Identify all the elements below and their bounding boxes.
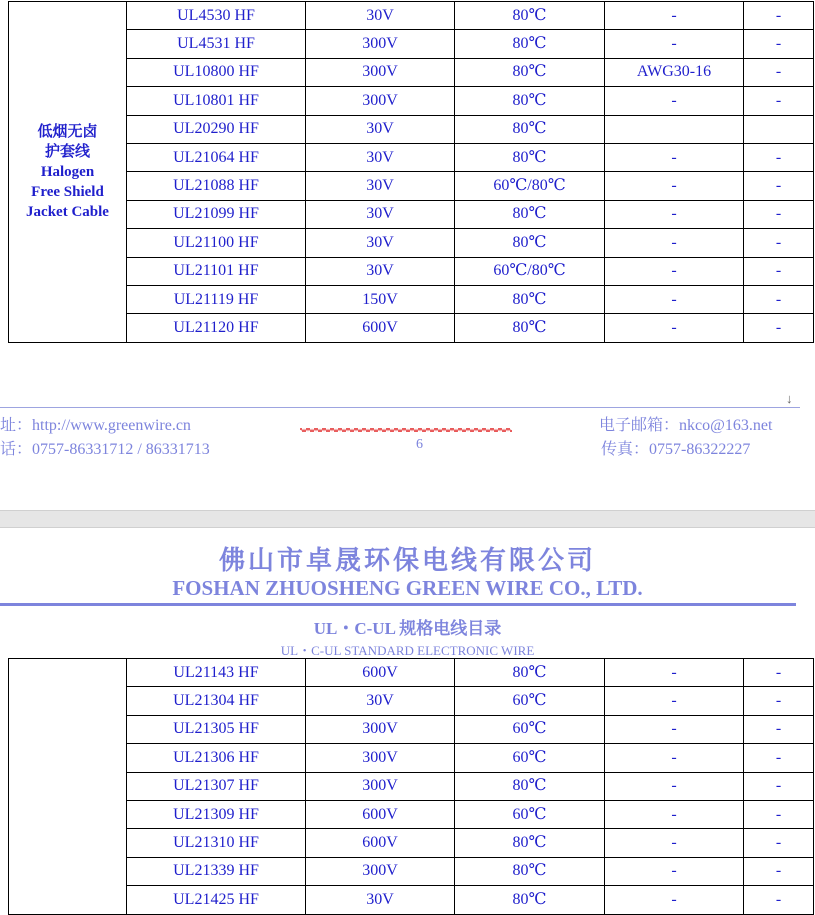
temperature-cell: 80℃ [455,200,605,228]
gauge-cell [605,115,744,143]
temperature-cell: 60℃ [455,800,605,828]
model-cell: UL21143 HF [127,659,306,687]
extra-cell: - [744,659,814,687]
voltage-cell: 30V [306,172,455,200]
extra-cell: - [744,886,814,914]
temperature-cell: 60℃ [455,687,605,715]
extra-cell: - [744,285,814,313]
category-label: 护套线 [44,143,90,160]
footer-email: 电子邮箱：nkco@163.net [599,417,773,434]
table-row [9,659,814,687]
extra-cell: - [744,172,814,200]
temperature-cell: 60℃ [455,744,605,772]
gauge-cell: - [605,857,744,885]
category-label: Jacket Cable [26,203,109,220]
model-cell: UL20290 HF [127,115,306,143]
temperature-cell: 60℃/80℃ [455,257,605,285]
model-cell: UL10801 HF [127,87,306,115]
gauge-cell: - [605,314,744,342]
spellcheck-squiggle [300,426,512,434]
table-row [9,857,814,885]
spec-table-bottom [8,658,814,915]
paragraph-mark: ↓ [786,391,793,406]
extra-cell: - [744,687,814,715]
temperature-cell: 80℃ [455,115,605,143]
model-cell: UL4531 HF [127,30,306,58]
temperature-cell: 80℃ [455,314,605,342]
extra-cell: - [744,744,814,772]
category-label: 低烟无卤 [37,123,98,140]
category-label: Free Shield [31,183,104,200]
category-cell [9,2,127,343]
gauge-cell: - [605,30,744,58]
table-row [9,285,814,313]
model-cell: UL21088 HF [127,172,306,200]
model-cell: UL21339 HF [127,857,306,885]
extra-cell: - [744,257,814,285]
voltage-cell: 30V [306,143,455,171]
table-row [9,229,814,257]
voltage-cell: 300V [306,857,455,885]
voltage-cell: 30V [306,257,455,285]
model-cell: UL21306 HF [127,744,306,772]
table-row [9,30,814,58]
voltage-cell: 600V [306,829,455,857]
company-name-cn: 佛山市卓晟环保电线有限公司 [218,546,596,575]
temperature-cell: 80℃ [455,772,605,800]
temperature-cell: 80℃ [455,229,605,257]
table-row [9,314,814,342]
extra-cell: - [744,772,814,800]
voltage-cell: 30V [306,2,455,30]
voltage-cell: 600V [306,800,455,828]
gauge-cell: AWG30-16 [605,58,744,86]
extra-cell: - [744,87,814,115]
voltage-cell: 30V [306,687,455,715]
voltage-cell: 30V [306,115,455,143]
category-cell [9,659,127,915]
extra-cell: - [744,829,814,857]
footer-website[interactable]: 址：http://www.greenwire.cn [0,417,191,434]
table-row [9,87,814,115]
extra-cell: - [744,30,814,58]
voltage-cell: 600V [306,659,455,687]
temperature-cell: 80℃ [455,2,605,30]
page-gap [0,510,815,528]
extra-cell: - [744,58,814,86]
extra-cell: - [744,229,814,257]
header-rule [0,603,796,606]
table-row [9,772,814,800]
gauge-cell: - [605,687,744,715]
footer-phone: 话：0757-86331712 / 86331713 [0,441,210,458]
model-cell: UL21064 HF [127,143,306,171]
gauge-cell: - [605,229,744,257]
extra-cell: - [744,143,814,171]
catalog-title-cn: UL・C-UL 规格电线目录 [313,619,502,638]
table-row [9,172,814,200]
gauge-cell: - [605,886,744,914]
temperature-cell: 80℃ [455,58,605,86]
temperature-cell: 80℃ [455,659,605,687]
gauge-cell: - [605,744,744,772]
extra-cell: - [744,314,814,342]
model-cell: UL21310 HF [127,829,306,857]
catalog-title-en: UL・C-UL STANDARD ELECTRONIC WIRE [280,643,535,658]
temperature-cell: 60℃/80℃ [455,172,605,200]
extra-cell: - [744,857,814,885]
footer-rule [0,407,800,408]
voltage-cell: 300V [306,58,455,86]
temperature-cell: 80℃ [455,829,605,857]
table-row [9,115,814,143]
footer-fax: 传真：0757-86322227 [601,441,751,458]
gauge-cell: - [605,257,744,285]
model-cell: UL21100 HF [127,229,306,257]
model-cell: UL21425 HF [127,886,306,914]
temperature-cell: 80℃ [455,886,605,914]
table-row [9,2,814,30]
temperature-cell: 80℃ [455,857,605,885]
gauge-cell: - [605,285,744,313]
gauge-cell: - [605,200,744,228]
model-cell: UL21120 HF [127,314,306,342]
model-cell: UL21307 HF [127,772,306,800]
voltage-cell: 30V [306,886,455,914]
temperature-cell: 80℃ [455,285,605,313]
gauge-cell: - [605,772,744,800]
extra-cell: - [744,715,814,743]
company-name-en: FOSHAN ZHUOSHENG GREEN WIRE CO., LTD. [172,576,643,600]
category-label: Halogen [40,163,95,180]
voltage-cell: 300V [306,87,455,115]
table-row [9,58,814,86]
temperature-cell: 80℃ [455,143,605,171]
table-row [9,744,814,772]
gauge-cell: - [605,143,744,171]
model-cell: UL10800 HF [127,58,306,86]
model-cell: UL21304 HF [127,687,306,715]
voltage-cell: 300V [306,744,455,772]
table-row [9,143,814,171]
gauge-cell: - [605,2,744,30]
extra-cell: - [744,200,814,228]
model-cell: UL21099 HF [127,200,306,228]
table-row [9,715,814,743]
extra-cell: - [744,2,814,30]
voltage-cell: 300V [306,715,455,743]
temperature-cell: 80℃ [455,87,605,115]
voltage-cell: 300V [306,30,455,58]
voltage-cell: 600V [306,314,455,342]
table-row [9,886,814,914]
gauge-cell: - [605,800,744,828]
temperature-cell: 60℃ [455,715,605,743]
page-number: 6 [416,437,423,452]
voltage-cell: 30V [306,229,455,257]
voltage-cell: 300V [306,772,455,800]
gauge-cell: - [605,659,744,687]
model-cell: UL21305 HF [127,715,306,743]
table-row [9,687,814,715]
table-row [9,257,814,285]
model-cell: UL4530 HF [127,2,306,30]
gauge-cell: - [605,87,744,115]
temperature-cell: 80℃ [455,30,605,58]
model-cell: UL21309 HF [127,800,306,828]
gauge-cell: - [605,172,744,200]
spec-table-top [8,1,814,343]
model-cell: UL21119 HF [127,285,306,313]
model-cell: UL21101 HF [127,257,306,285]
voltage-cell: 30V [306,200,455,228]
gauge-cell: - [605,829,744,857]
table-row [9,200,814,228]
extra-cell [744,115,814,143]
table-row [9,829,814,857]
table-row [9,800,814,828]
extra-cell: - [744,800,814,828]
gauge-cell: - [605,715,744,743]
voltage-cell: 150V [306,285,455,313]
